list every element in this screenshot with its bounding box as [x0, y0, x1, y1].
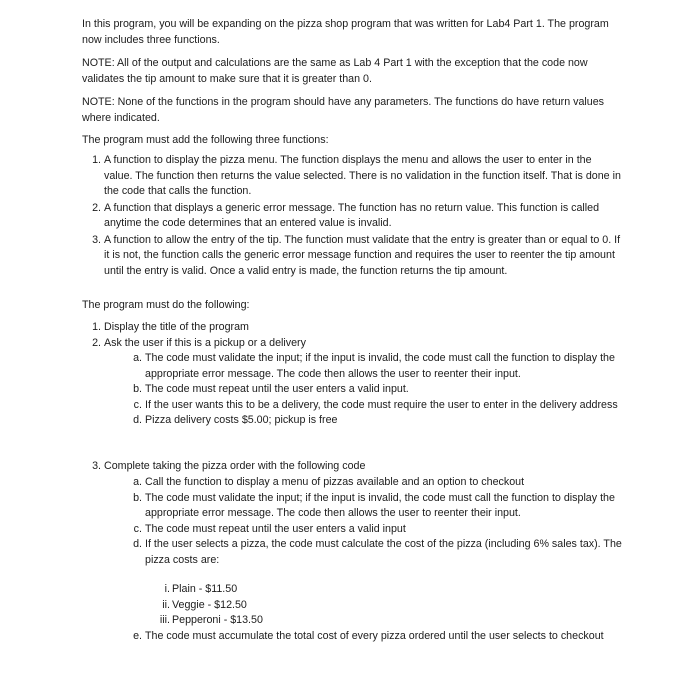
steps-list-continued: [92, 459, 622, 475]
list-item: 1. Display the title of the program: [92, 321, 249, 333]
list-item: 1. A function to display the pizza menu. The function displays the menu and allows the user to enter in the value. The function then returns the value selected. There is no validation in the function itself. That is done in the code that calls the function.: [92, 154, 621, 197]
list-item: iii. Pepperoni - $13.50: [159, 614, 263, 626]
list-item: a. The code must validate the input; if the input is invalid, the code must call the function to display the appropriate error message. The code then allows the user to reenter their input.: [133, 352, 615, 380]
intro-paragraph: In this program, you will be expanding on the pizza shop program that was written for Lab4 Part 1. The program now includes three functions.: [82, 18, 609, 46]
list-item: i. Plain - $11.50: [164, 583, 238, 595]
list-item: 2. A function that displays a generic error message. The function has no return value. This function is called anytime the code determines that an entered value is invalid.: [92, 201, 600, 229]
list-item: e. The code must accumulate the total cost of every pizza ordered until the user selects to checkout: [133, 630, 604, 642]
list-item: 3. A function to allow the entry of the tip. The function must validate that the entry is greater than or equal to 0. If it is not, the function calls the generic error message function and requires the user to reenter the tip amount until the entry is valid. Once a valid entry is made, the function returns the tip amount.: [92, 233, 621, 277]
list-item: d. Pizza delivery costs $5.00; pickup is free: [133, 414, 338, 426]
pizza-price-list: [159, 582, 572, 629]
list-item: b. The code must validate the input; if the input is invalid, the code must call the function to display the appropriate error message. The code then allows the user to reenter their input.: [133, 491, 615, 519]
functions-heading: The program must add the following three functions:: [82, 134, 329, 146]
functions-list: [92, 153, 622, 279]
delivery-sub-list: [133, 351, 622, 429]
note-validation-paragraph: NOTE: All of the output and calculations are the same as Lab 4 Part 1 with the exception that the code now validates the tip amount to make sure that it is greater than 0.: [82, 57, 588, 85]
order-sub-list: [133, 475, 622, 568]
list-item: b. The code must repeat until the user enters a valid input.: [133, 383, 409, 395]
order-sub-list-continued: [133, 629, 622, 645]
list-item: 3. Complete taking the pizza order with the following code: [92, 460, 366, 472]
note-parameters-paragraph: NOTE: None of the functions in the program should have any parameters. The functions do have return values where indicated.: [82, 96, 605, 124]
steps-heading: The program must do the following:: [82, 299, 250, 311]
list-item: c. If the user wants this to be a delivery, the code must require the user to enter in the delivery address: [133, 398, 618, 411]
list-item: c. The code must repeat until the user enters a valid input: [133, 522, 406, 535]
steps-list: [92, 320, 622, 351]
list-item: d. If the user selects a pizza, the code must calculate the cost of the pizza (including 6% sales tax). The pizza costs are:: [133, 538, 622, 566]
list-item: a. Call the function to display a menu of pizzas available and an option to checkout: [133, 476, 525, 488]
list-item: ii. Veggie - $12.50: [162, 598, 247, 611]
list-item: 2. Ask the user if this is a pickup or a delivery: [92, 336, 306, 349]
